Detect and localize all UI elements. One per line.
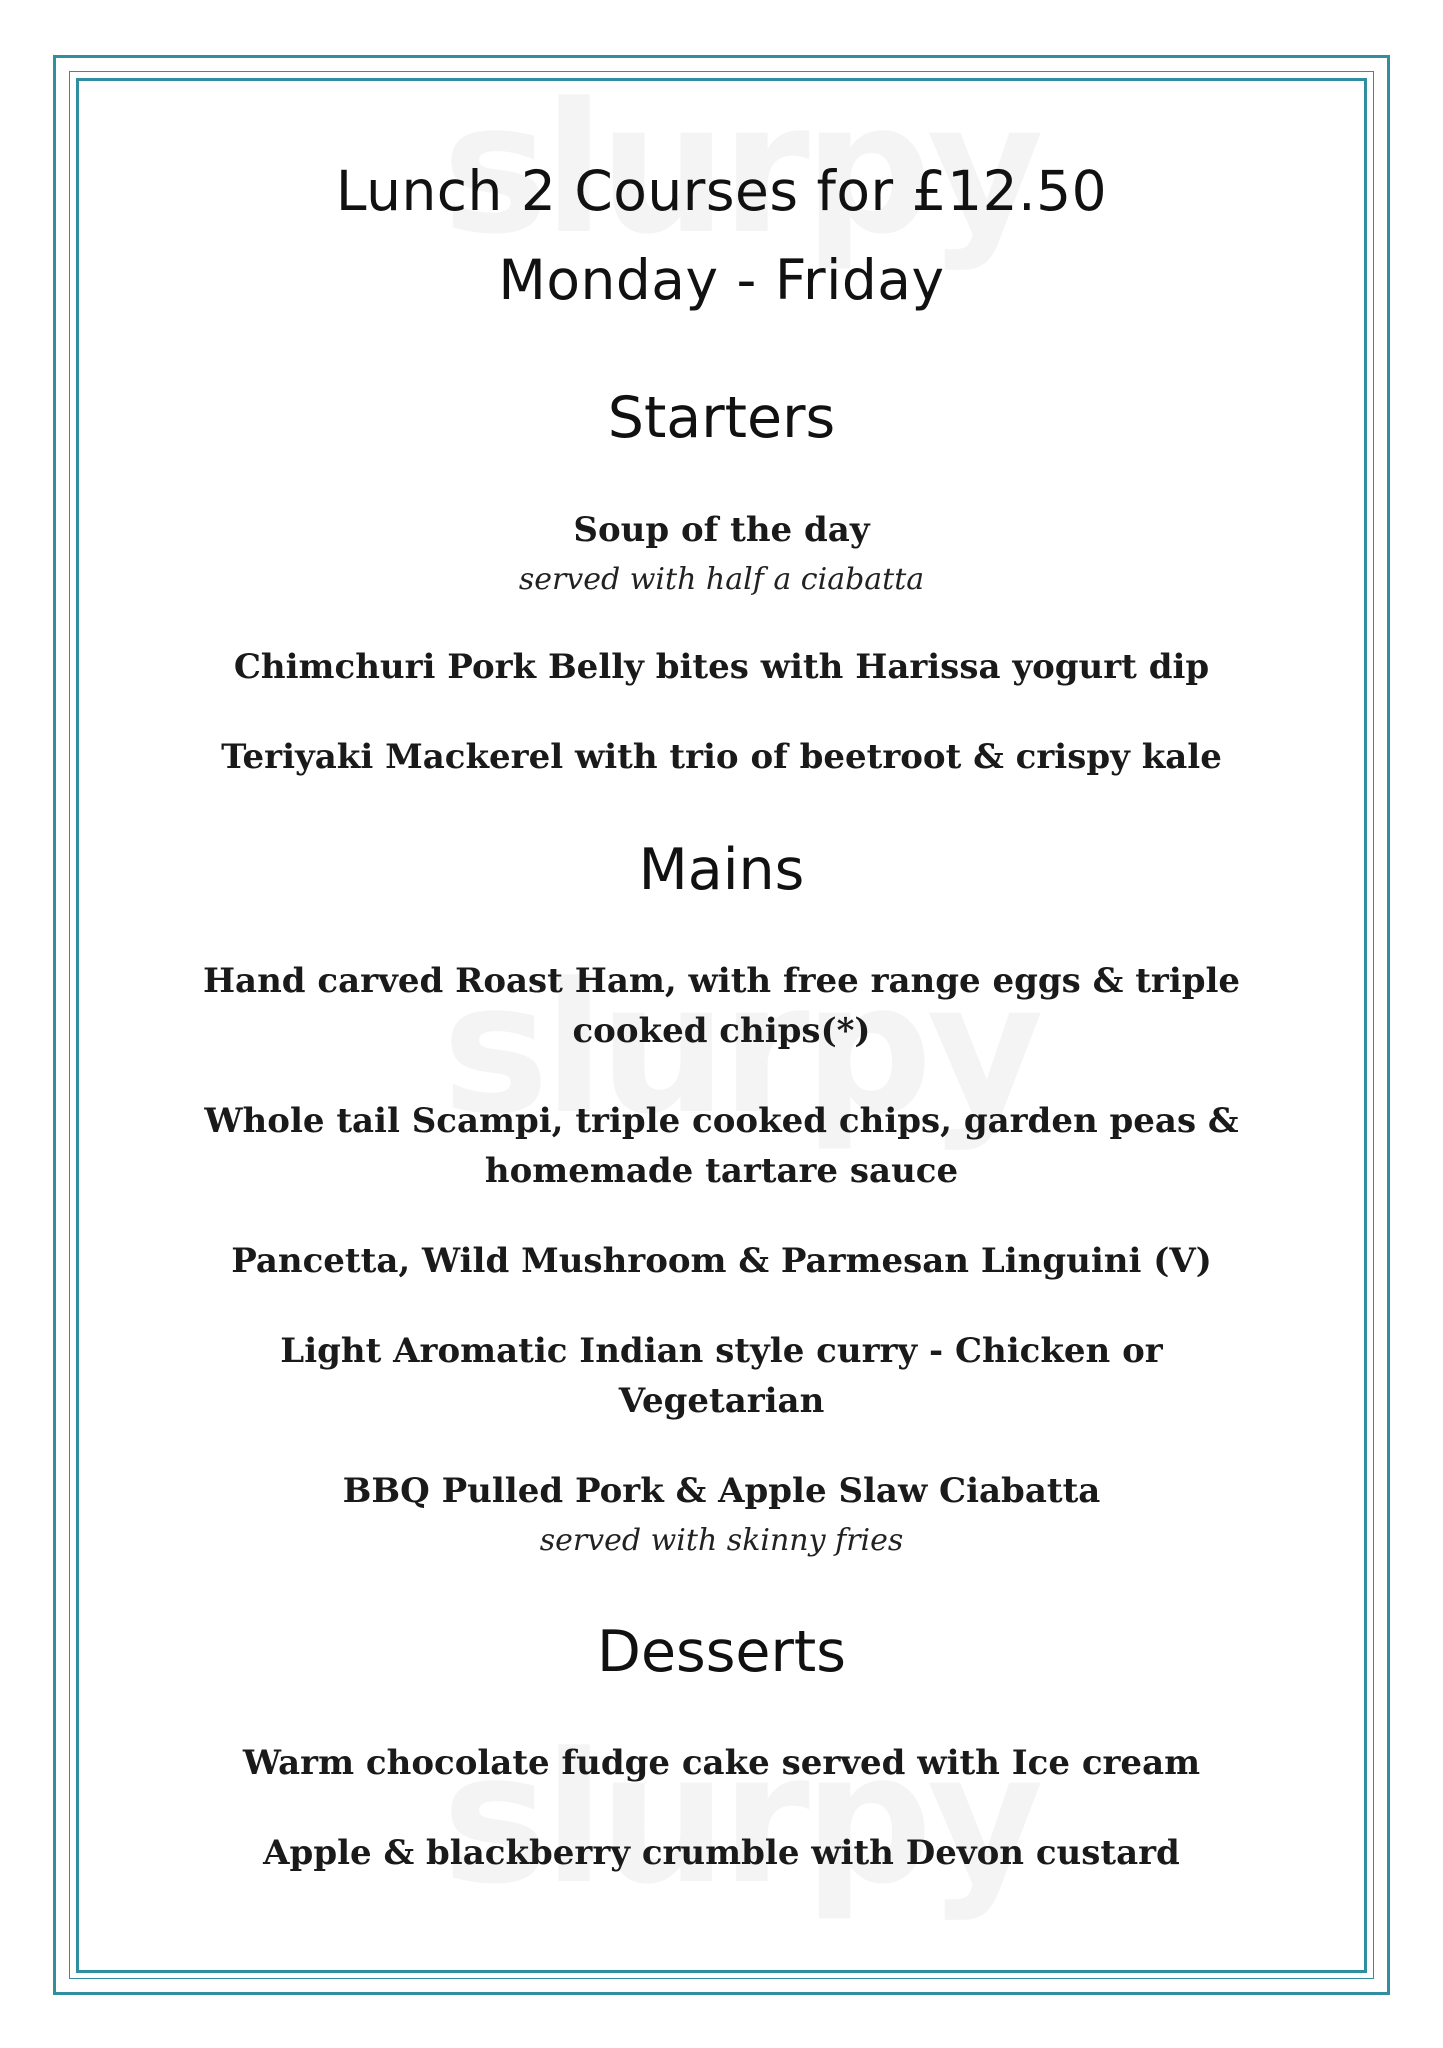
starter-item-name: Teriyaki Mackerel with trio of beetroot & crispy kale [221,737,1222,777]
main-item-line: Vegetarian [618,1381,825,1421]
main-item-line: cooked chips(*) [572,1011,871,1051]
starter-item-name: Soup of the day [573,510,870,550]
dessert-item-name: Warm chocolate fudge cake served with Ice cream [242,1743,1201,1783]
main-item-line: Whole tail Scampi, triple cooked chips, garden peas & [204,1101,1239,1141]
desserts-heading: Desserts [597,1619,846,1685]
menu-title: Lunch 2 Courses for £12.50 [335,159,1108,223]
main-item-line: Light Aromatic Indian style curry - Chicken or [280,1331,1163,1371]
main-item-note: served with skinny fries [539,1523,904,1558]
starters-heading: Starters [607,385,836,451]
starter-item-note: served with half a ciabatta [518,562,925,597]
main-item-line: homemade tartare sauce [484,1151,959,1191]
menu-days: Monday - Friday [498,248,945,312]
mains-heading: Mains [638,837,805,903]
main-item-line: Hand carved Roast Ham, with free range eggs & triple [202,961,1241,1001]
starter-item-name: Chimchuri Pork Belly bites with Harissa yogurt dip [233,647,1210,687]
main-item-line: Pancetta, Wild Mushroom & Parmesan Linguini (V) [231,1241,1212,1281]
main-item-line: BBQ Pulled Pork & Apple Slaw Ciabatta [342,1471,1101,1511]
dessert-item-name: Apple & blackberry crumble with Devon custard [263,1833,1180,1873]
